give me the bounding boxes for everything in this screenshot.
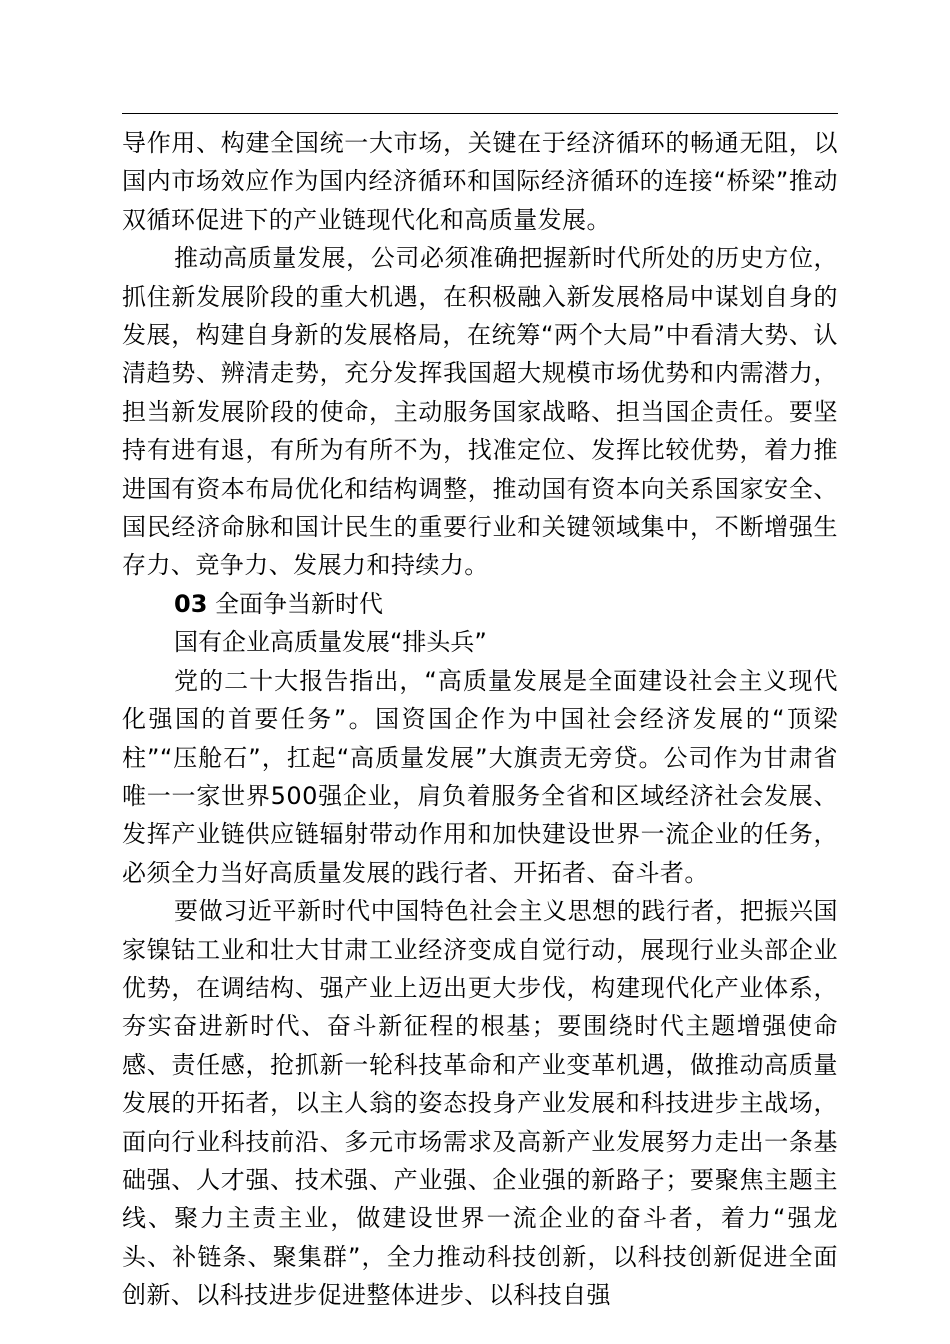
section-heading (122, 585, 838, 623)
paragraph: 导作用、构建全国统一大市场，关键在于经济循环的畅通无阻，以国内市场效应作为国内经济循环和国际经济循环的连接“桥梁”推动双循环促进下的产业链现代化和高质量发展。 (122, 129, 838, 234)
section-number: 03 (174, 589, 208, 618)
paragraph: 要做习近平新时代中国特色社会主义思想的践行者，把振兴国家镍钴工业和壮大甘肃工业经济变成自觉行动，展现行业头部企业优势，在调结构、强产业上迈出更大步伐，构建现代化产业体系，夯实奋进新时代、奋斗新征程的根基；要围绕时代主题增强使命感、责任感，抢抓新一轮科技革命和产业变革机遇，做推动高质量发展的开拓者，以主人翁的姿态投身产业发展和科技进步主战场，面向行业科技前沿、多元市场需求及高新产业发展努力走出一条基础强、人才强、技术强、产业强、企业强的新路子；要聚焦主题主线、聚力主责主业，做建设世界一流企业的奋斗者，着力“强龙头、补链条、聚集群”，全力推动科技创新，以科技创新促进全面创新、以科技进步促进整体进步、以科技自强 (122, 897, 838, 1310)
header-rule (122, 113, 838, 114)
document-body (122, 124, 838, 1315)
section-title-line2: 国有企业高质量发展“排头兵” (174, 628, 487, 657)
paragraph: 党的二十大报告指出，“高质量发展是全面建设社会主义现代化强国的首要任务”。国资国企作为中国社会经济发展的“顶梁柱”“压舱石”，扛起“高质量发展”大旗责无旁贷。公司作为甘肃省唯一一家世界500强企业，肩负着服务全省和区域经济社会发展、发挥产业链供应链辐射带动作用和加快建设世界一流企业的任务，必须全力当好高质量发展的践行者、开拓者、奋斗者。 (122, 666, 838, 887)
section-title-line1: 全面争当新时代 (215, 589, 384, 618)
paragraph: 推动高质量发展，公司必须准确把握新时代所处的历史方位，抓住新发展阶段的重大机遇，在积极融入新发展格局中谋划自身的发展，构建自身新的发展格局，在统筹“两个大局”中看清大势、认清趋势、辨清走势，充分发挥我国超大规模市场优势和内需潜力，担当新发展阶段的使命，主动服务国家战略、担当国企责任。要坚持有进有退，有所为有所不为，找准定位、发挥比较优势，着力推进国有资本布局优化和结构调整，推动国有资本向关系国家安全、国民经济命脉和国计民生的重要行业和关键领域集中，不断增强生存力、竞争力、发展力和持续力。 (122, 244, 838, 580)
